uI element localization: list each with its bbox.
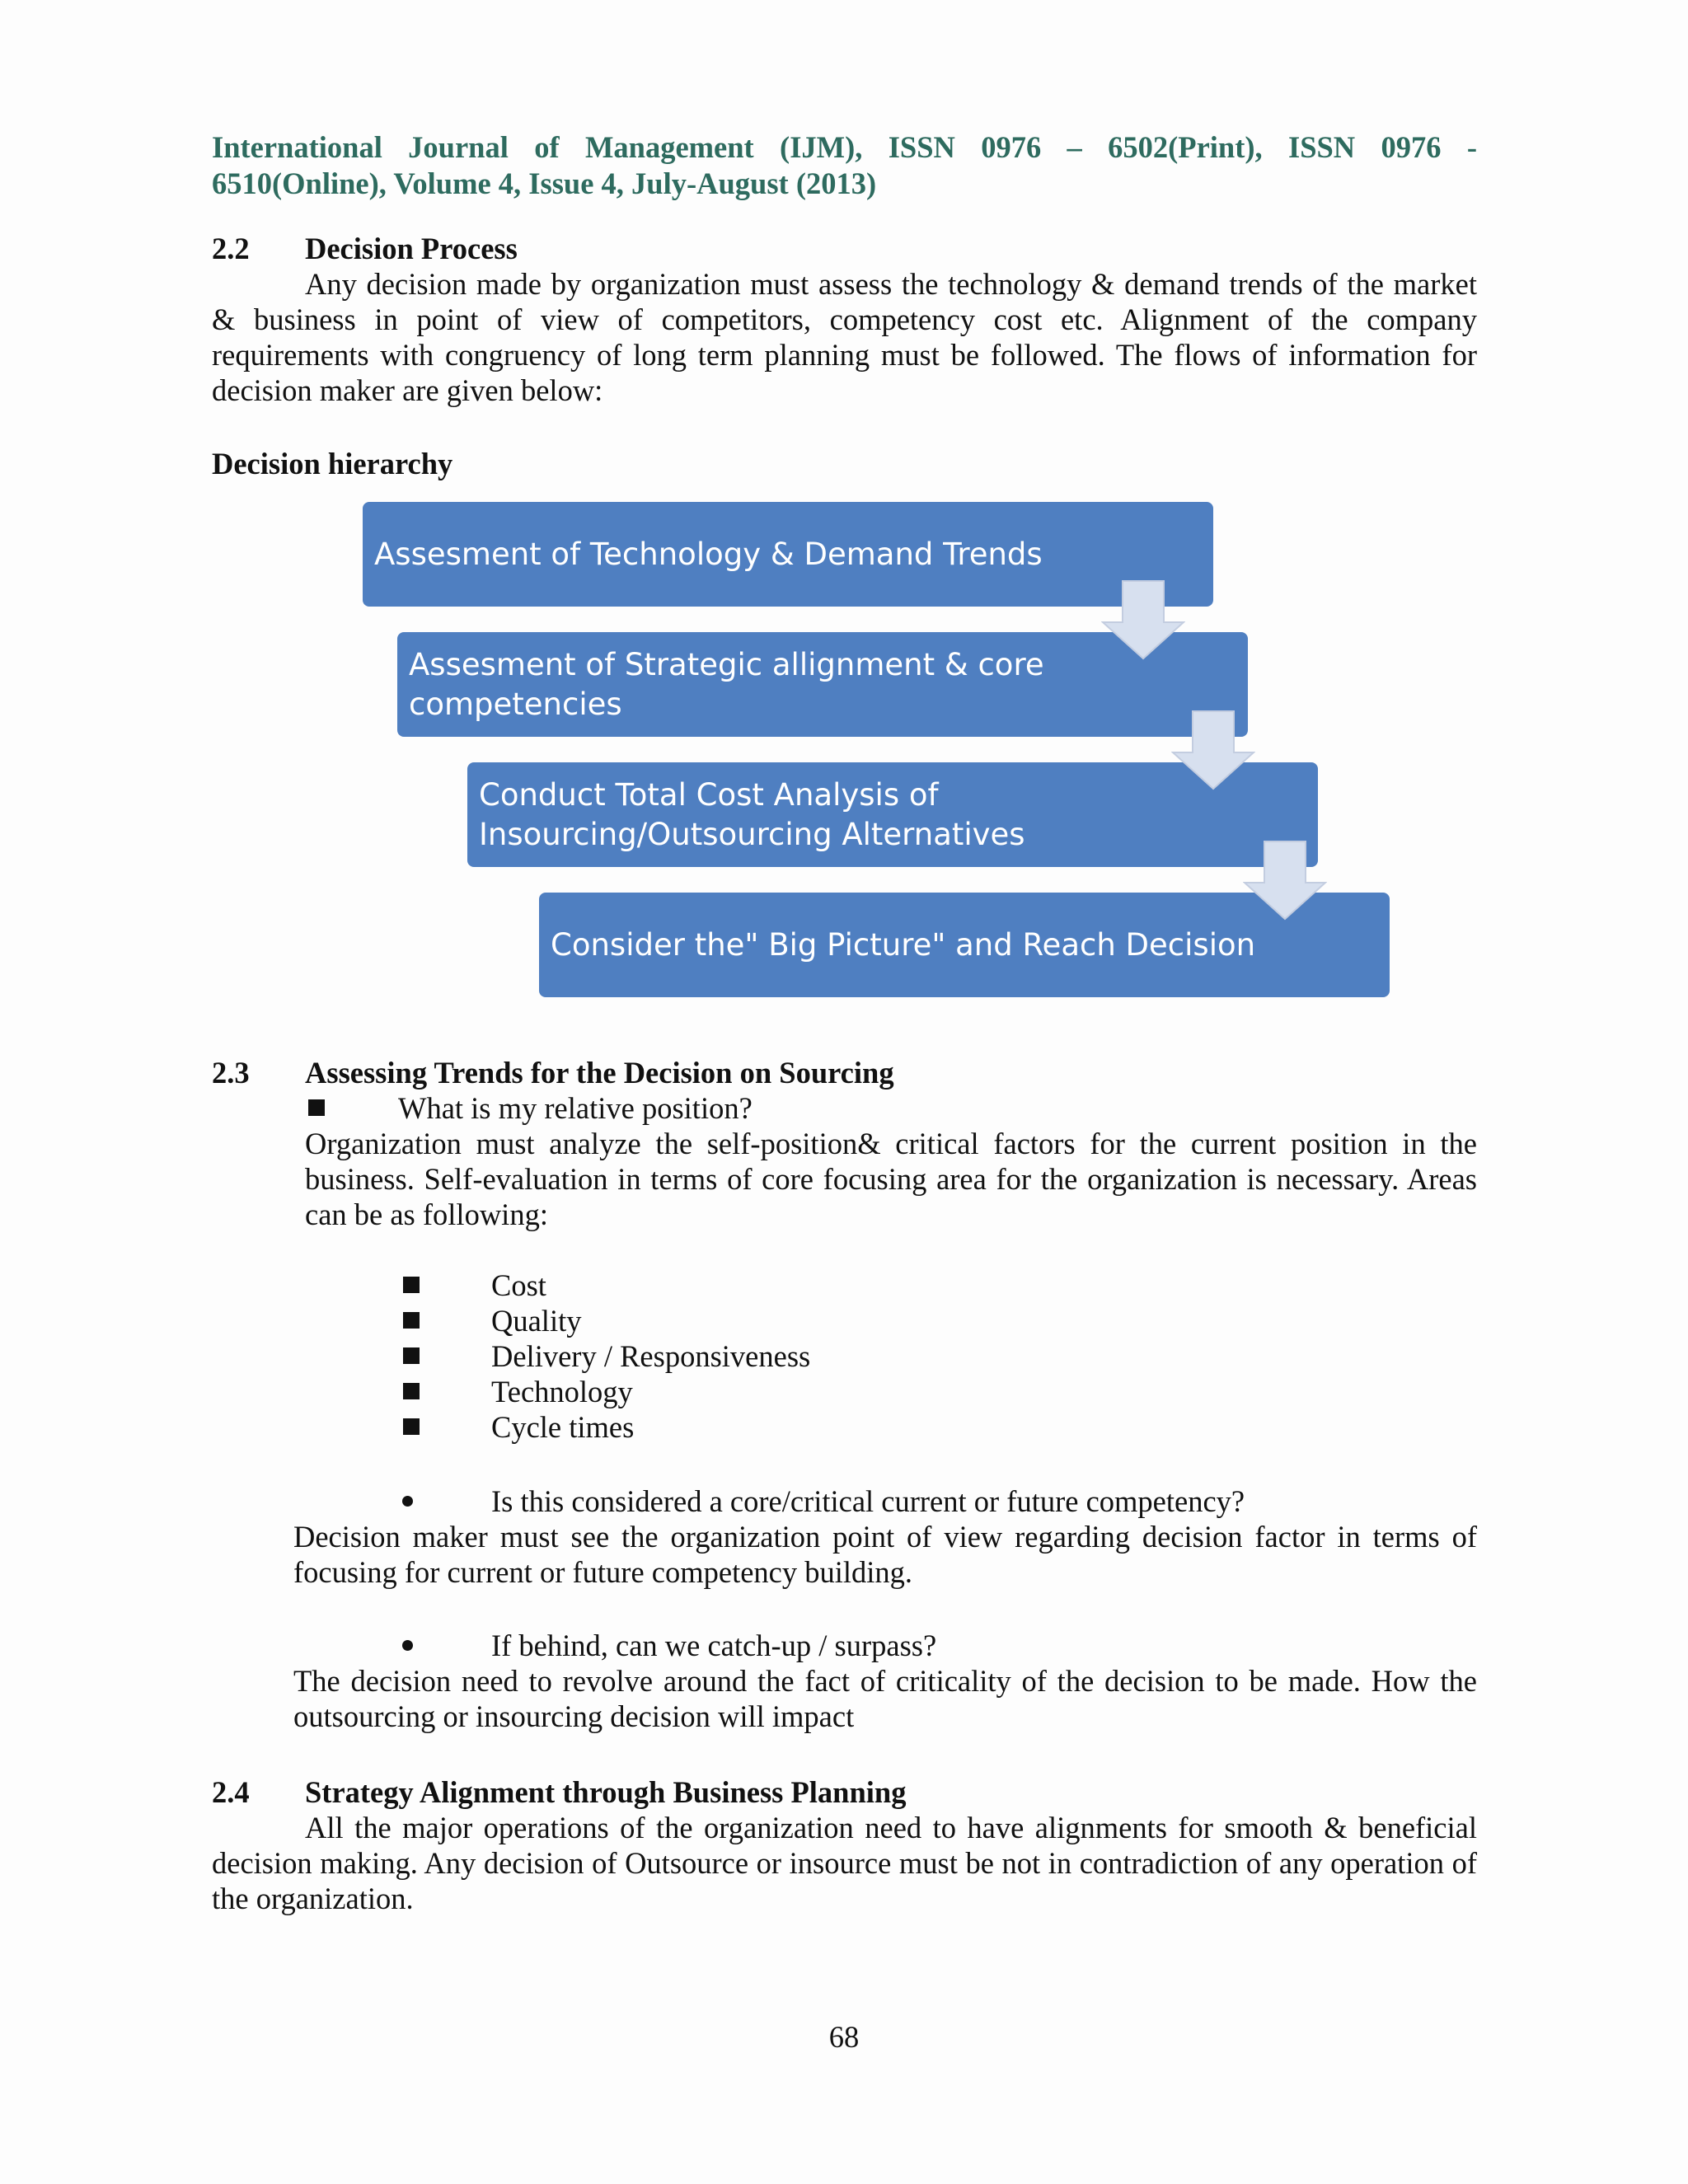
section-2-2-title: Decision Process [305, 232, 518, 265]
hierarchy-step-3-text: Conduct Total Cost Analysis of Insourcing/Outsourcing Alternatives [479, 776, 1025, 852]
decision-hierarchy-label: Decision hierarchy [212, 447, 453, 480]
section-2-2-paragraph: Any decision made by organization must assess the technology & demand trends of the market & business in point of view of competitors, competency cost etc. Alignment of the company requirements with congruency of long term planning must be followed. The flows of information for decision maker are given below: [212, 267, 1477, 407]
list-item [400, 1338, 977, 1374]
down-arrow-icon [1171, 710, 1255, 790]
list-item-text: Quality [491, 1304, 582, 1338]
list-item [400, 1374, 977, 1409]
journal-header-line2: 6510(Online), Volume 4, Issue 4, July-August (2013) [212, 166, 877, 200]
section-2-2-number: 2.2 [212, 232, 250, 265]
round-bullet-icon [402, 1640, 413, 1651]
section-2-4-number: 2.4 [212, 1775, 250, 1809]
hierarchy-step-1 [363, 502, 1213, 607]
list-item-text: Cost [491, 1268, 546, 1302]
square-bullet-icon [403, 1347, 420, 1364]
page-number: 68 [828, 2020, 860, 2054]
section-2-4-title: Strategy Alignment through Business Planning [305, 1775, 907, 1809]
question-3-text: If behind, can we catch-up / surpass? [491, 1629, 937, 1662]
section-2-4-paragraph: All the major operations of the organization need to have alignments for smooth & beneficial decision making. Any decision of Outsource or insource must be not in contradiction of any operation of the organization. [212, 1811, 1477, 1915]
round-bullet-icon [402, 1496, 413, 1507]
question-1-paragraph: Organization must analyze the self-position& critical factors for the current position in the business. Self-evaluation in terms of core focusing area for the organization is necessary. Areas can be as following: [305, 1127, 1477, 1231]
hierarchy-step-4-text: Consider the" Big Picture" and Reach Decision [551, 926, 1256, 963]
square-bullet-icon [403, 1383, 420, 1399]
list-item [400, 1303, 977, 1338]
down-arrow-icon [1243, 840, 1327, 921]
square-bullet-icon [403, 1418, 420, 1435]
journal-header [212, 129, 1477, 202]
list-item-text: Cycle times [491, 1410, 635, 1444]
question-3 [400, 1628, 1224, 1663]
hierarchy-step-2-text: Assesment of Strategic allignment & core competencies [409, 646, 1044, 722]
journal-header-line1: International Journal of Management (IJM), ISSN 0976 – 6502(Print), ISSN 0976 - [212, 130, 1477, 164]
question-2-paragraph: Decision maker must see the organization point of view regarding decision factor in terms of focusing for current or future competency building. [293, 1520, 1477, 1589]
down-arrow-icon [1101, 579, 1185, 660]
list-item [400, 1409, 977, 1445]
list-item-text: Delivery / Responsiveness [491, 1339, 811, 1373]
list-item [400, 1268, 977, 1303]
section-2-3-title: Assessing Trends for the Decision on Sourcing [305, 1056, 894, 1090]
section-2-3-number: 2.3 [212, 1056, 250, 1090]
list-item-text: Technology [491, 1375, 633, 1408]
question-3-paragraph: The decision need to revolve around the fact of criticality of the decision to be made. How the outsourcing or insourcing decision will impact [293, 1664, 1477, 1733]
square-bullet-icon [403, 1312, 420, 1329]
question-2-text: Is this considered a core/critical current or future competency? [491, 1484, 1245, 1518]
hierarchy-step-1-text: Assesment of Technology & Demand Trends [374, 536, 1043, 572]
square-bullet-icon [403, 1277, 420, 1293]
square-bullet-icon [308, 1099, 325, 1116]
question-1-text: What is my relative position? [398, 1091, 753, 1125]
question-1 [305, 1090, 964, 1126]
question-2 [400, 1483, 1471, 1519]
